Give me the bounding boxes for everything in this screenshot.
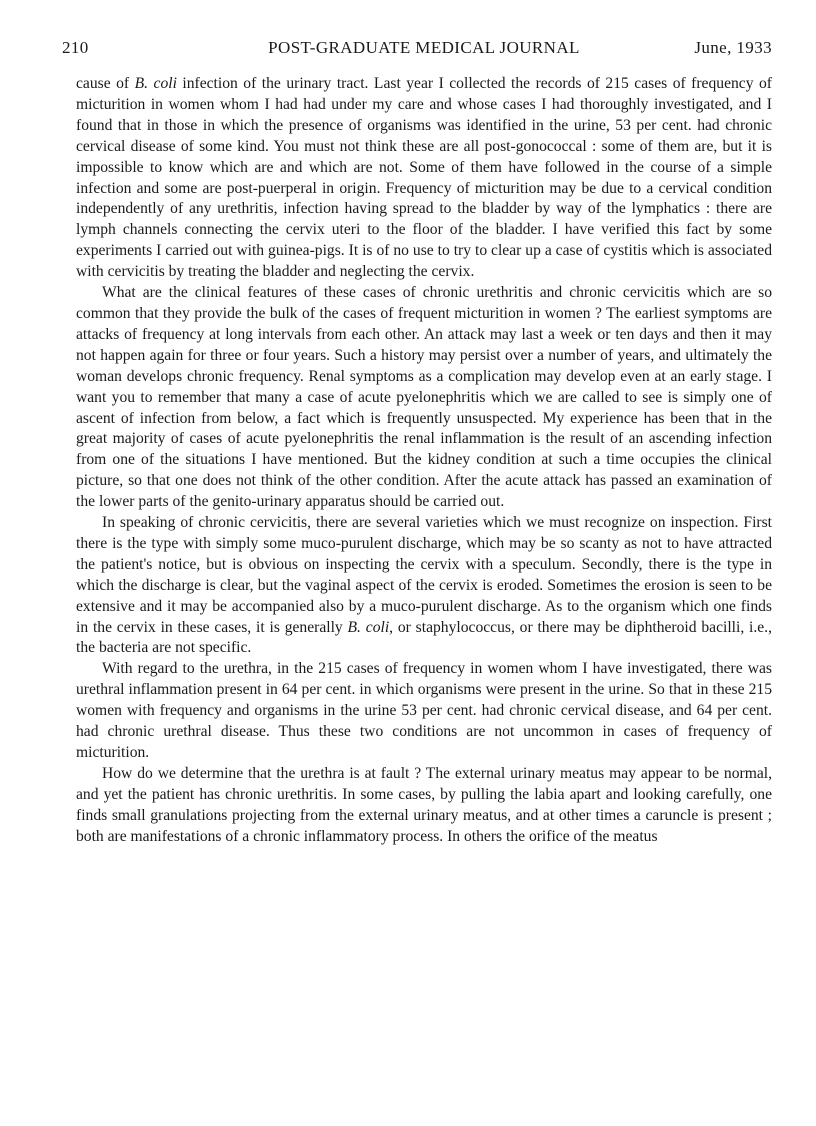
paragraph-3: In speaking of chronic cervicitis, there are several varieties which we must recognize on inspection. First there is the type with simply some muco-purulent discharge, which may be so scanty as not to have attracted the patient's notice, but is obvious on inspecting the cervix with a speculum. Secondly, there is the type in which the discharge is clear, but the vaginal aspect of the cervix is eroded. Sometimes the erosion is seen to be extensive and it may be accompanied also by a muco-purulent discharge. As to the organism which one finds in the cervix in these cases, it is generally B. coli, or staphylococcus, or there may be diphtheroid bacilli, i.e., the bacteria are not specific. — [76, 514, 772, 657]
article-body — [76, 74, 772, 848]
paragraph-1: cause of B. coli infection of the urinary tract. Last year I collected the records of 215 cases of frequency of micturition in women whom I had had under my care and whose cases I had thoroughly investigated, and I found that in those in which the presence of organisms was identified in the urine, 53 per cent. had chronic cervical disease of some kind. You must not think these are all post-gonococcal : some of them are, but it is impossible to know which are and which are not. Some of them have followed in the course of a simple infection and some are post-puerperal in origin. Frequency of micturition may be due to a cervical condition independently of any urethritis, infection having spread to the bladder by way of the lymphatics : there are lymph channels connecting the cervix uteri to the floor of the bladder. I have verified this fact by some experiments I carried out with guinea-pigs. It is of no use to try to clear up a case of cystitis which is associated with cervicitis by treating the bladder and neglecting the cervix. — [76, 75, 772, 281]
bacterium-name: B. coli — [347, 618, 390, 636]
issue-date: June, 1933 — [694, 38, 772, 57]
running-header — [62, 38, 772, 66]
paragraph-2: What are the clinical features of these cases of chronic urethritis and chronic cervicitis which are so common that they provide the bulk of the cases of frequent micturition in women ? The earliest symptoms are attacks of frequency at long intervals from each other. An attack may last a week or ten days and then it may not happen again for three or four years. Such a history may persist over a number of years, and ultimately the woman develops chronic frequency. Renal symptoms as a complication may develop even at an early stage. I want you to remember that many a case of acute pyelonephritis which we are called to see is simply one of ascent of infection from below, a fact which is frequently unsuspected. My experience has been that in the great majority of cases of acute pyelonephritis the renal inflammation is the result of an ascending infection from one of the situations I have mentioned. But the kidney condition at such a time occupies the clinical picture, so that one does not think of the other condition. After the acute attack has passed an examination of the lower parts of the genito-urinary apparatus should be carried out. — [76, 284, 772, 511]
bacterium-name: B. coli — [134, 75, 177, 92]
page-number: 210 — [62, 38, 89, 57]
paragraph-5: How do we determine that the urethra is at fault ? The external urinary meatus may appear to be normal, and yet the patient has chronic urethritis. In some cases, by pulling the labia apart and looking carefully, one finds small granulations projecting from the external urinary meatus, and at other times a caruncle is present ; both are manifestations of a chronic inflammatory process. In others the orifice of the meatus — [76, 764, 772, 845]
paragraph-4: With regard to the urethra, in the 215 cases of frequency in women whom I have investigated, there was urethral inflammation present in 64 per cent. in which organisms were present in the urine. So that in these 215 women with frequency and organisms in the urine 53 per cent. had chronic cervical disease, and 64 per cent. had chronic urethral disease. Thus these two conditions are not uncommon in cases of frequency of micturition. — [76, 660, 772, 761]
journal-title: POST-GRADUATE MEDICAL JOURNAL — [268, 38, 580, 57]
journal-page — [62, 38, 772, 848]
